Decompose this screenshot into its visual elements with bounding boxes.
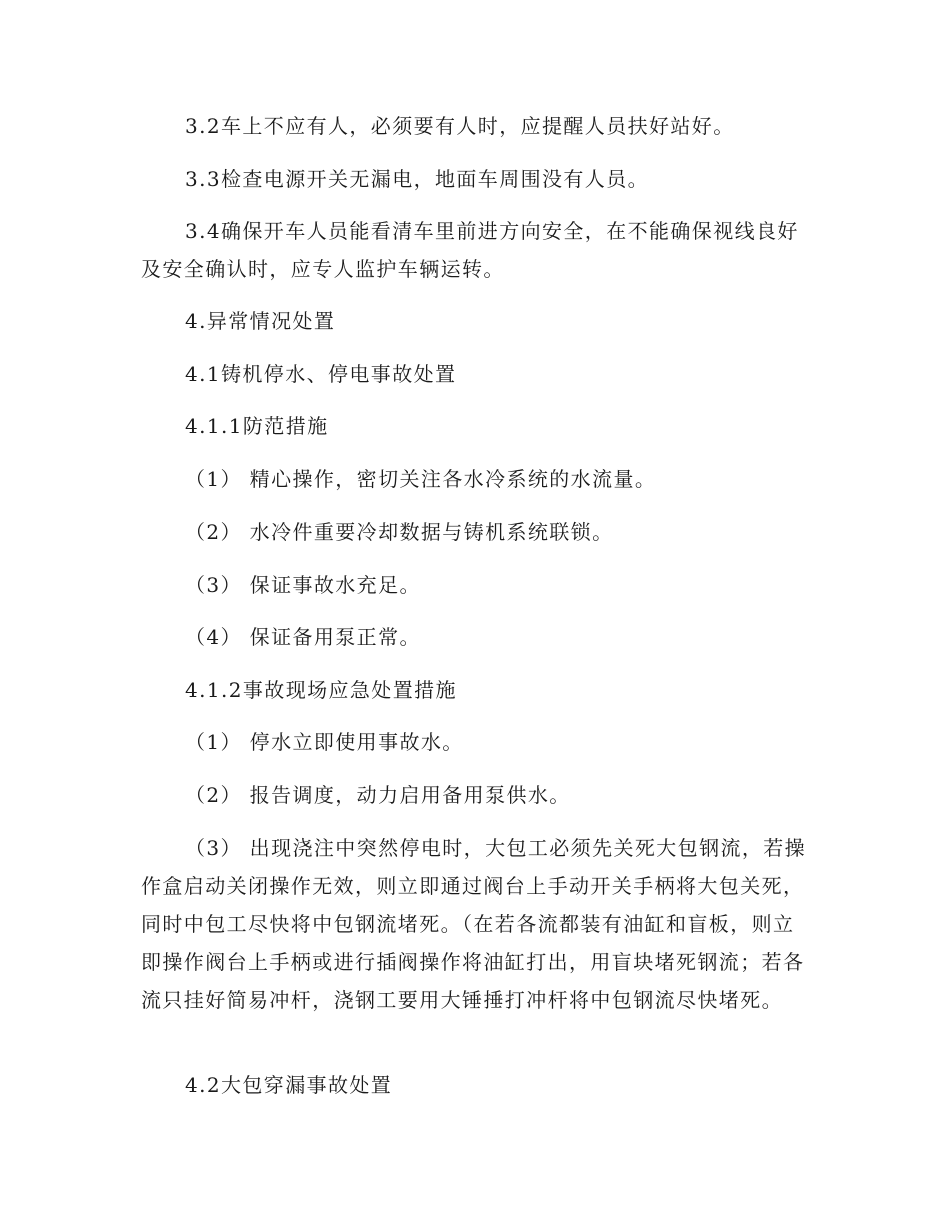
list-item-prevention-4: （4） 保证备用泵正常。	[185, 625, 421, 649]
paragraph-3-3: 3.3检查电源开关无漏电，地面车周围没有人员。	[185, 167, 650, 191]
list-item-prevention-3: （3） 保证事故水充足。	[185, 573, 421, 597]
heading-4-1-2: 4.1.2事故现场应急处置措施	[185, 678, 457, 702]
heading-4-1-1: 4.1.1防范措施	[185, 414, 329, 438]
paragraph-3-4: 3.4确保开车人员能看清车里前进方向安全，在不能确保视线良好及安全确认时，应专人监护车辆运转。	[141, 219, 799, 281]
paragraph-3-2: 3.2车上不应有人，必须要有人时，应提醒人员扶好站好。	[185, 114, 735, 138]
heading-4-2: 4.2大包穿漏事故处置	[185, 1073, 393, 1097]
list-item-emergency-3: （3） 出现浇注中突然停电时，大包工必须先关死大包钢流，若操作盒启动关闭操作无效，则立即通过阀台上手动开关手柄将大包关死，同时中包工尽快将中包钢流堵死。（在若各流都装有油缸和盲板，则立即操作阀台上手柄或进行插阀操作将油缸打出，用盲块堵死钢流；若各流只挂好简易冲杆，浇钢工要用大锤捶打冲杆将中包钢流尽快堵死。	[141, 836, 807, 1012]
list-item-prevention-2: （2） 水冷件重要冷却数据与铸机系统联锁。	[185, 520, 614, 544]
list-item-emergency-2: （2） 报告调度，动力启用备用泵供水。	[185, 783, 571, 807]
list-item-prevention-1: （1） 精心操作，密切关注各水冷系统的水流量。	[185, 467, 657, 491]
list-item-emergency-1: （1） 停水立即使用事故水。	[185, 730, 464, 754]
heading-4-1: 4.1铸机停水、停电事故处置	[185, 362, 457, 386]
heading-4: 4.异常情况处置	[185, 309, 336, 333]
